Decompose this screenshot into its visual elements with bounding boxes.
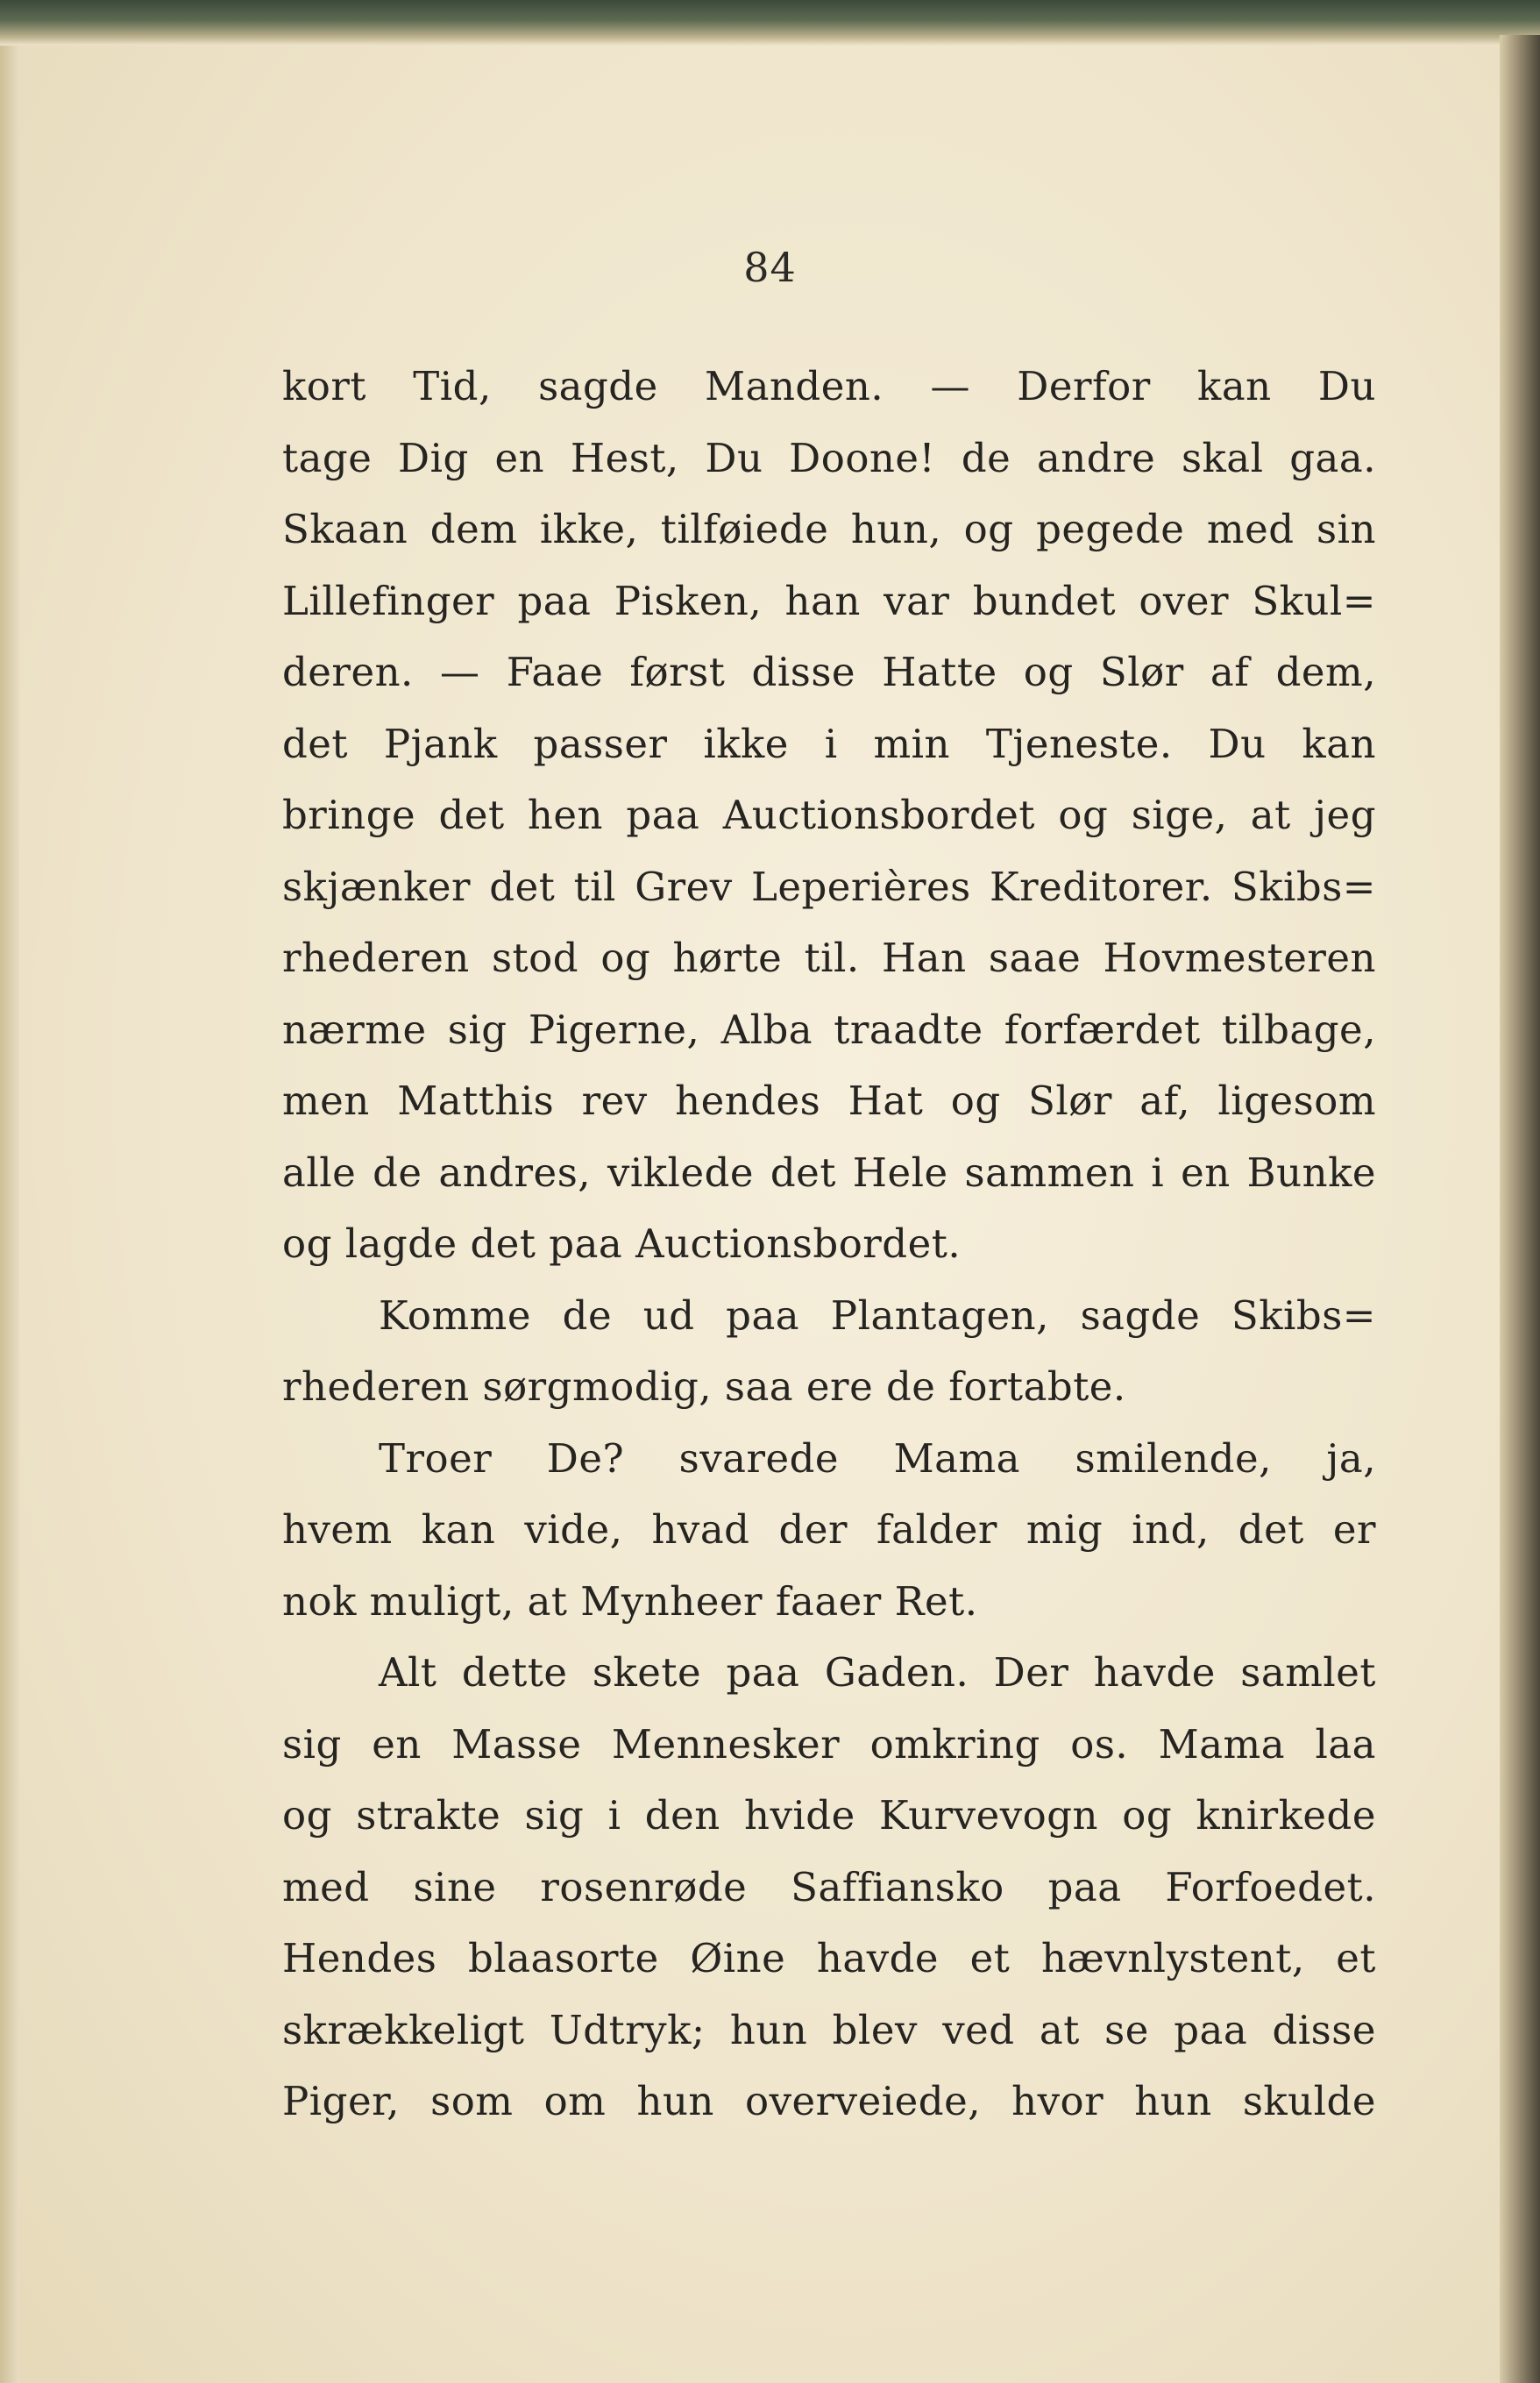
page-number: 84 xyxy=(743,244,797,291)
text-line: Alt dette skete paa Gaden. Der havde samlet xyxy=(379,1649,1376,1696)
text-line: Skaan dem ikke, tilføiede hun, og pegede med sin xyxy=(282,506,1376,552)
text-line: men Matthis rev hendes Hat og Slør af, ligesom xyxy=(282,1078,1376,1124)
text-line: det Pjank passer ikke i min Tjeneste. Du kan xyxy=(282,720,1376,767)
text-line: sig en Masse Mennesker omkring os. Mama laa xyxy=(282,1720,1376,1768)
text-line: nok muligt, at Mynheer faaer Ret. xyxy=(282,1577,978,1625)
text-line: hvem kan vide, hvad der falder mig ind, det er xyxy=(282,1506,1376,1553)
text-line: Piger, som om hun overveiede, hvor hun skulde xyxy=(282,2078,1376,2124)
text-line: nærme sig Pigerne, Alba traadte forfærdet tilbage, xyxy=(282,1006,1376,1053)
text-line: rhederen stod og hørte til. Han saae Hovmesteren xyxy=(282,935,1376,981)
text-line: og strakte sig i den hvide Kurvevogn og knirkede xyxy=(282,1792,1376,1839)
text-line: Hendes blaasorte Øine havde et hævnlystent, et xyxy=(282,1935,1376,1981)
text-line: bringe det hen paa Auctionsbordet og sige, at jeg xyxy=(282,792,1376,838)
text-line: og lagde det paa Auctionsbordet. xyxy=(282,1220,962,1267)
text-line: Komme de ud paa Plantagen, sagde Skibs= xyxy=(379,1291,1376,1339)
book-spine-edge xyxy=(1500,35,1540,2383)
text-line: Lillefinger paa Pisken, han var bundet over Skul= xyxy=(282,577,1376,624)
text-line: deren. — Faae først disse Hatte og Slør af dem, xyxy=(282,649,1376,695)
text-line: kort Tid, sagde Manden. — Derfor kan Du xyxy=(282,363,1376,409)
text-line: skrækkeligt Udtryk; hun blev ved at se paa disse xyxy=(282,2006,1376,2053)
body-text xyxy=(282,351,1376,2138)
text-line: med sine rosenrøde Saffiansko paa Forfoedet. xyxy=(282,1863,1376,1910)
text-line: skjænker det til Grev Leperières Kreditorer. Skibs= xyxy=(282,863,1376,910)
text-line: alle de andres, viklede det Hele sammen i en Bunke xyxy=(282,1149,1376,1196)
page-left-edge xyxy=(0,46,19,2383)
text-line: rhederen sørgmodig, saa ere de fortabte. xyxy=(282,1363,1126,1410)
text-line: Troer De? svarede Mama smilende, ja, xyxy=(379,1434,1376,1482)
page-top-edge xyxy=(0,0,1540,46)
text-line: tage Dig en Hest, Du Doone! de andre skal gaa. xyxy=(282,434,1376,481)
